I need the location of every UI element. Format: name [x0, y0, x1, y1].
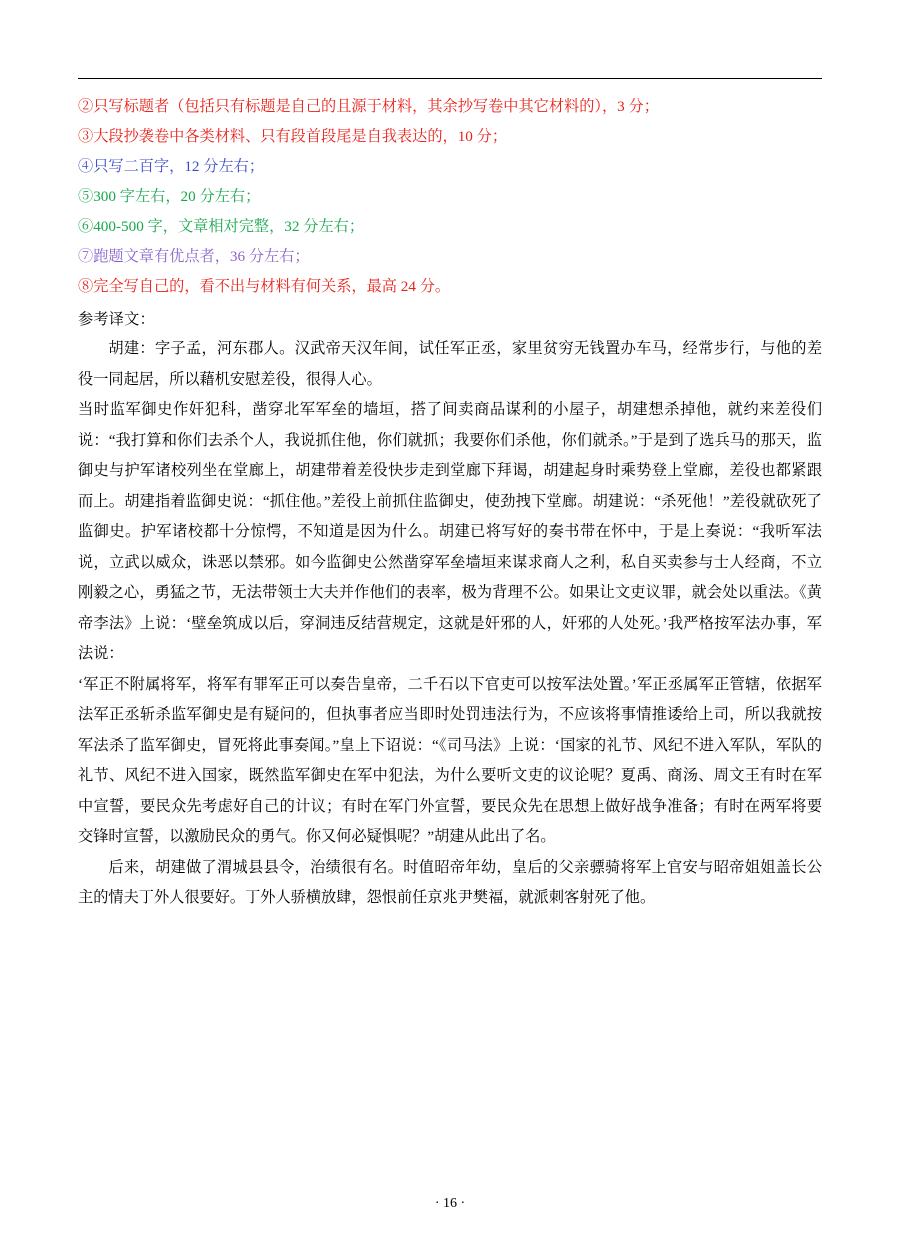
translation-paragraph-1: 胡建：字子孟，河东郡人。汉武帝天汉年间，试任军正丞，家里贫穷无钱置办车马，经常步行，与他的差役一同起居，所以藉机安慰差役，很得人心。 — [78, 340, 822, 388]
scoring-note-8: ⑧完全写自己的，看不出与材料有何关系，最高 24 分。 — [78, 278, 451, 295]
header-divider — [78, 78, 822, 79]
document-content — [78, 0, 822, 914]
scoring-note-3: ③大段抄袭卷中各类材料、只有段首段尾是自我表达的，10 分； — [78, 128, 508, 145]
scoring-note-5: ⑤300 字左右，20 分左右； — [78, 188, 261, 205]
scoring-note-7: ⑦跑题文章有优点者，36 分左右； — [78, 248, 310, 265]
translation-paragraph-2: 当时监军御史作奸犯科，凿穿北军军垒的墙垣，搭了间卖商品谋利的小屋子，胡建想杀掉他，就约来差役们说：“我打算和你们去杀个人，我说抓住他，你们就抓；我要你们杀他，你们就杀。”于是到了选兵马的那天，监御史与护军诸校列坐在堂廊上，胡建带着差役快步走到堂廊下拜谒，胡建起身时乘势登上堂廊，差役也都紧跟而上。胡建指着监御史说：“抓住他。”差役上前抓住监御史，使劲拽下堂廊。胡建说：“杀死他！”差役就砍死了监御史。护军诸校都十分惊愕，不知道是因为什么。胡建已将写好的奏书带在怀中，于是上奏说：“我听军法说，立武以威众，诛恶以禁邪。如今监御史公然凿穿军垒墙垣来谋求商人之利，私自买卖参与士人经商，不立刚毅之心，勇猛之节，无法带领士大夫并作他们的表率，极为背理不公。如果让文吏议罪，就会处以重法。《黄帝李法》上说：‘壁垒筑成以后，穿洞违反结营规定，这就是奸邪的人，奸邪的人处死。’我严格按军法办事，军法说： — [78, 401, 822, 662]
scoring-note-2: ②只写标题者（包括只有标题是自己的且源于材料，其余抄写卷中其它材料的），3 分； — [78, 98, 659, 115]
scoring-note-4: ④只写二百字，12 分左右； — [78, 158, 265, 175]
translation-heading: 参考译文： — [78, 311, 155, 328]
scoring-note-6: ⑥400-500 字，文章相对完整，32 分左右； — [78, 218, 365, 235]
page-number: · 16 · — [434, 1196, 466, 1211]
translation-paragraph-3: ‘军正不附属将军，将军有罪军正可以奏告皇帝，二千石以下官吏可以按军法处置。’军正丞属军正管辖，依据军法军正丞斩杀监军御史是有疑问的，但执事者应当即时处罚违法行为，不应该将事情推诿给上司，所以我就按军法杀了监军御史，冒死将此事奏闻。”皇上下诏说：“《司马法》上说：‘国家的礼节、风纪不进入军队，军队的礼节、风纪不进入国家，既然监军御史在军中犯法，为什么要听文吏的议论呢？夏禹、商汤、周文王有时在军中宣誓，要民众先考虑好自己的计议；有时在军门外宣誓，要民众先在思想上做好战争准备；有时在两军将要交锋时宣誓，以激励民众的勇气。你又何必疑惧呢？”胡建从此出了名。 — [78, 675, 822, 845]
translation-paragraph-4: 后来，胡建做了渭城县县令，治绩很有名。时值昭帝年幼，皇后的父亲骠骑将军上官安与昭帝姐姐盖长公主的情夫丁外人很要好。丁外人骄横放肆，怨恨前任京兆尹樊福，就派刺客射死了他。 — [78, 858, 822, 906]
